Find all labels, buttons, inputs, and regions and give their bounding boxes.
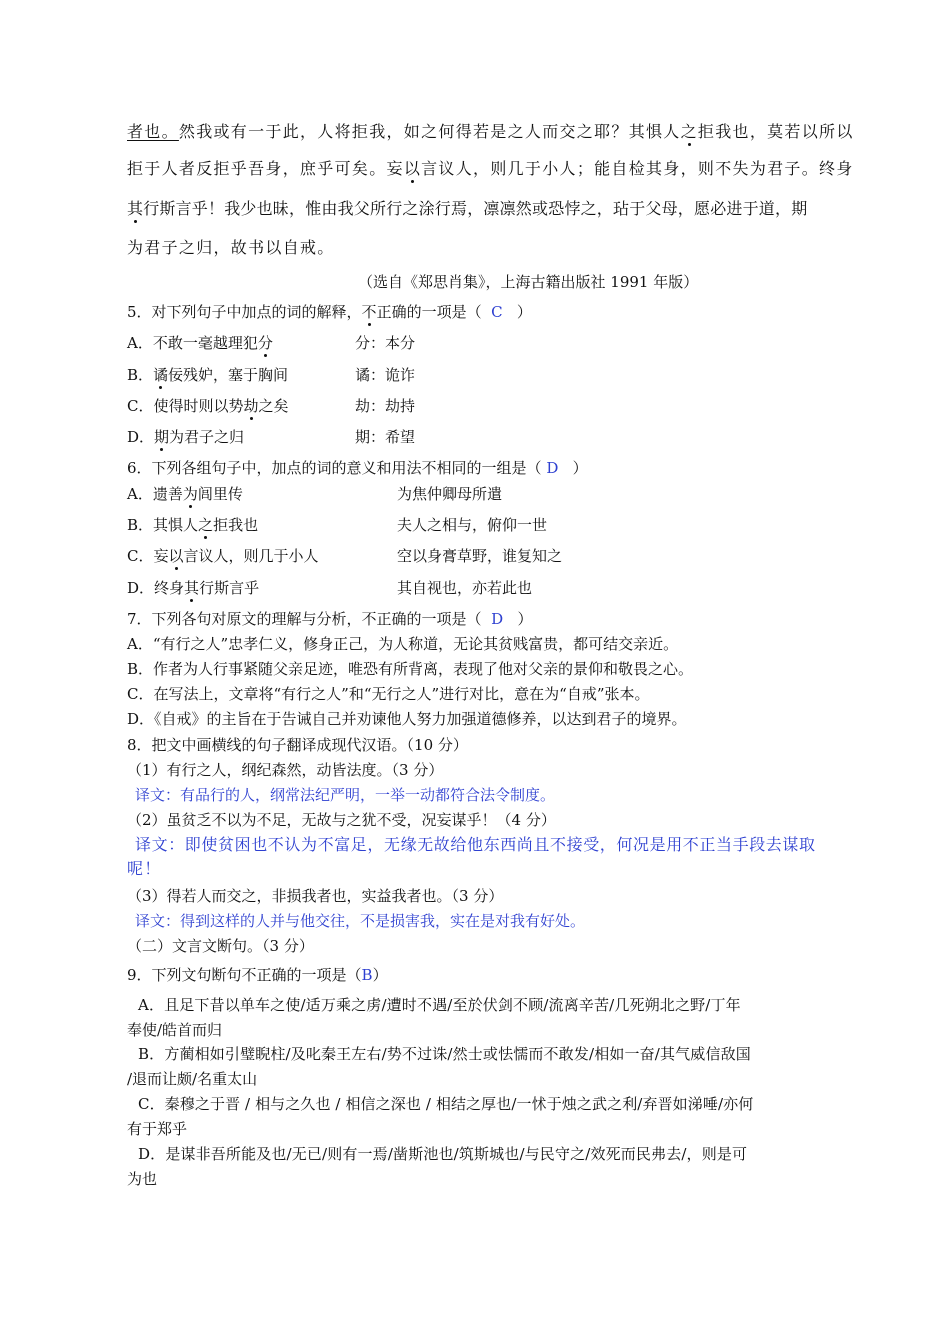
q6-option-c: C．妄以言议人，则几于小人 <box>127 547 319 565</box>
passage-line-2: 拒于人者反拒乎吾身，庶乎可矣。妄以言议人，则几于小人；能自检其身，则不失为君子。终身 <box>127 159 854 178</box>
q6-option-d-right: 其自视也，亦若此也 <box>397 579 533 597</box>
q5-gloss-a: 分：本分 <box>355 334 416 352</box>
passage-line-4: 为君子之归，故书以自戒。 <box>127 238 335 257</box>
q6-option-b-right: 夫人之相与，俯仰一世 <box>397 516 548 534</box>
q6-answer: D <box>546 459 559 477</box>
q5-gloss-c: 劫：劫持 <box>355 397 416 415</box>
q9-option-a-line2: 奉使/皓首而归 <box>127 1021 223 1039</box>
q9-option-a-line1: A．且足下昔以单车之使/适万乘之虏/遭时不遇/至於伏剑不顾/流离辛苦/几死朔北之野/丁年 <box>138 996 741 1014</box>
q6-option-b: B．其惧人之拒我也 <box>127 516 259 534</box>
passage-line-3: 其行斯言乎！我少也昧，惟由我父所行之涂行焉，凛凛然或恐悖之，玷于父母，愿必进于道，期 <box>127 199 808 218</box>
q8-item-3: （3）得若人而交之，非损我者也，实益我者也。（3 分） <box>127 887 504 905</box>
q5-gloss-b: 谲：诡诈 <box>355 366 416 384</box>
q7-answer: D <box>491 610 504 628</box>
q7-stem: 7．下列各句对原文的理解与分析，不正确的一项是（ D ） <box>127 610 533 628</box>
q8-answer-2-line2: 呢！ <box>127 859 162 878</box>
passage-source: （选自《郑思肖集》，上海古籍出版社 1991 年版） <box>358 273 699 291</box>
q9-option-b-line1: B．方蔺相如引璧睨柱/及叱秦王左右/势不过诛/然士或怯懦而不敢发/相如一奋/其气威信敌国 <box>138 1045 751 1063</box>
q6-option-c-right: 空以身膏草野，谁复知之 <box>397 547 563 565</box>
q9-option-c-line2: 有于郑乎 <box>127 1120 188 1138</box>
q6-stem: 6．下列各组句子中，加点的词的意义和用法不相同的一组是（ D ） <box>127 459 588 477</box>
q9-answer: B <box>361 966 373 984</box>
q9-option-c-line1: C．秦穆之于晋 / 相与之久也 / 相信之深也 / 相结之厚也/一怵于烛之武之利/弃晋如涕唾/亦何 <box>138 1095 754 1113</box>
q7-option-b: B．作者为人行事紧随父亲足迹，唯恐有所背离，表现了他对父亲的景仰和敬畏之心。 <box>127 660 694 678</box>
q7-option-d: D．《自戒》的主旨在于告诫自己并劝谏他人努力加强道德修养，以达到君子的境界。 <box>127 710 687 728</box>
dotted-char: 其 <box>127 199 144 218</box>
q7-option-c: C．在写法上，文章将“有行之人”和“无行之人”进行对比，意在为“自戒”张本。 <box>127 685 650 703</box>
q9-stem: 9．下列文句断句不正确的一项是（B） <box>127 966 388 984</box>
q5-answer: C <box>491 303 503 321</box>
q5-option-d: D．期为君子之归 <box>127 428 245 446</box>
q8-answer-1: 译文：有品行的人，纲常法纪严明，一举一动都符合法令制度。 <box>135 786 556 804</box>
q8-item-2: （2）虽贫乏不以为不足，无故与之犹不受，况妄谋乎！（4 分） <box>127 811 556 829</box>
passage-line-1: 者也。然我或有一于此，人将拒我，如之何得若是之人而交之耶？其惧人之拒我也，莫若以所以 <box>127 122 854 141</box>
dotted-char: 之 <box>680 122 698 141</box>
q9-option-b-line2: /退而让颇/名重太山 <box>127 1070 258 1088</box>
q9-option-d-line2: 为也 <box>127 1170 158 1188</box>
underlined-sentence: 者也。 <box>127 122 179 141</box>
q5-option-a: A．不敢一毫越理犯分 <box>127 334 273 352</box>
q5-option-c: C．使得时则以势劫之矣 <box>127 397 289 415</box>
q8-answer-2-line1: 译文：即使贫困也不认为不富足，无缘无故给他东西尚且不接受，何况是用不正当手段去谋取 <box>135 835 816 854</box>
q5-gloss-d: 期：希望 <box>355 428 416 446</box>
q6-option-d: D．终身其行斯言乎 <box>127 579 260 597</box>
q9-option-d-line1: D．是谋非吾所能及也/无已/则有一焉/凿斯池也/筑斯城也/与民守之/效死而民弗去/，则是可 <box>138 1145 748 1163</box>
q5-stem: 5．对下列句子中加点的词的解释，不正确的一项是（ C ） <box>127 303 532 321</box>
q8-answer-3: 译文：得到这样的人并与他交往，不是损害我，实在是对我有好处。 <box>135 912 586 930</box>
q8-item-1: （1）有行之人，纲纪森然，动皆法度。（3 分） <box>127 761 444 779</box>
q7-option-a: A．“有行之人”忠孝仁义，修身正己，为人称道，无论其贫贱富贵，都可结交亲近。 <box>127 635 679 653</box>
q6-option-a-right: 为焦仲卿母所遣 <box>397 485 503 503</box>
q5-option-b: B．谲佞残妒，塞于胸间 <box>127 366 289 384</box>
q6-option-a: A．遗善为闾里传 <box>127 485 243 503</box>
dotted-char: 以 <box>403 159 422 178</box>
q8-stem: 8．把文中画横线的句子翻译成现代汉语。（10 分） <box>127 736 468 754</box>
section-2-heading: （二）文言文断句。（3 分） <box>127 937 314 955</box>
